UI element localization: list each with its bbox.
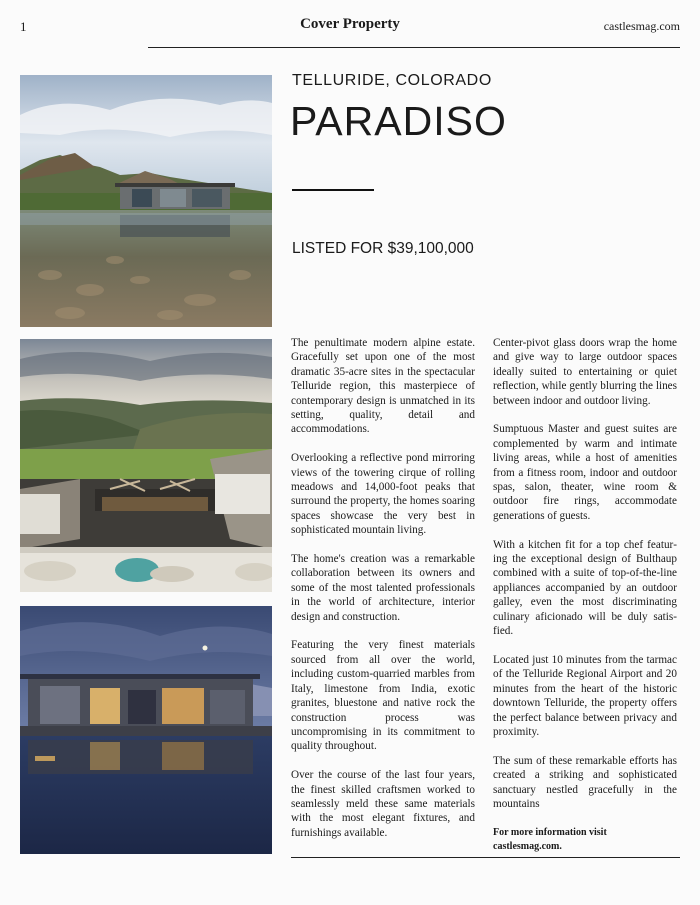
paragraph: Overlooking a reflective pond mirroring views of the towering cirque of rolling meadows and 14,000-foot peaks that surround the property, the homes soaring spaces showcase the very best in sophisticated mountain living. [291, 452, 475, 537]
title-divider [292, 189, 374, 191]
page-number: 1 [20, 19, 27, 34]
paragraph: Over the course of the last four years, the finest skilled craftsmen worked to seamlessly meld these same materials with the most elegant fixtures, and furnishings available. [291, 769, 475, 839]
article-column-right [493, 336, 677, 869]
property-title: PARADISO [290, 98, 507, 144]
more-info-link[interactable]: For more information visit castlesmag.com. [493, 826, 607, 853]
paragraph: The sum of these remarkable efforts has created a striking and sophisticated sanctuary nestled gracefully in the mountains [493, 754, 677, 810]
paragraph: Featuring the very finest materials sourced from all over the world, including custom-quarried marbles from Italy, limestone from India, exotic granites, bluestone and native rock the construction process was uncompromising in its commitment to quality throughout. [291, 639, 475, 753]
photo-house-pond [20, 75, 272, 327]
footer-divider [291, 857, 680, 858]
paragraph: The penultimate modern alpine estate. Gracefully set upon one of the most dramatic 35-acre sites in the spectacular Telluride region, this masterpiece of contemporary design is unmatched in its setting, quality, detail and accommodations. [291, 337, 475, 436]
site-link[interactable]: castlesmag.com [603, 19, 680, 33]
property-location: TELLURIDE, COLORADO [292, 72, 492, 89]
photo-house-dusk [20, 606, 272, 854]
listing-price: LISTED FOR $39,100,000 [292, 240, 474, 257]
paragraph: With a kitchen fit for a top chef featuring the exceptional design of Bulthaup combined with a suite of top-of-the-line appliances accompanied by an outdoor galley, even the most discriminating culinary aficionado will be duly satisfied. [493, 538, 677, 638]
paragraph: The home's creation was a remarkable collaboration between its owners and some of the most talented professionals in the world of architecture, interior design and construction. [291, 553, 475, 623]
page-header [20, 16, 680, 38]
header-divider [148, 47, 680, 48]
article-column-left [291, 336, 475, 855]
paragraph: Center-pivot glass doors wrap the home and give way to large outdoor spaces ideally suited to entertaining or quiet reflection, while gently blurring the lines between indoor and outdoor living. [493, 337, 677, 407]
photo-fire-pit-terrace [20, 339, 272, 592]
section-title: Cover Property [300, 16, 400, 32]
paragraph: Sumptuous Master and guest suites are complemented by warm and intimate living areas, while a host of amenities from a fitness room, indoor and outdoor spas, salon, theater, wine room & outdoor fire rings, accommodate generations of guests. [493, 423, 677, 522]
paragraph: Located just 10 minutes from the tarmac of the Telluride Regional Airport and 20 minutes from the heart of the historic downtown Telluride, the property offers the perfect balance between privacy and proximity. [493, 653, 677, 738]
